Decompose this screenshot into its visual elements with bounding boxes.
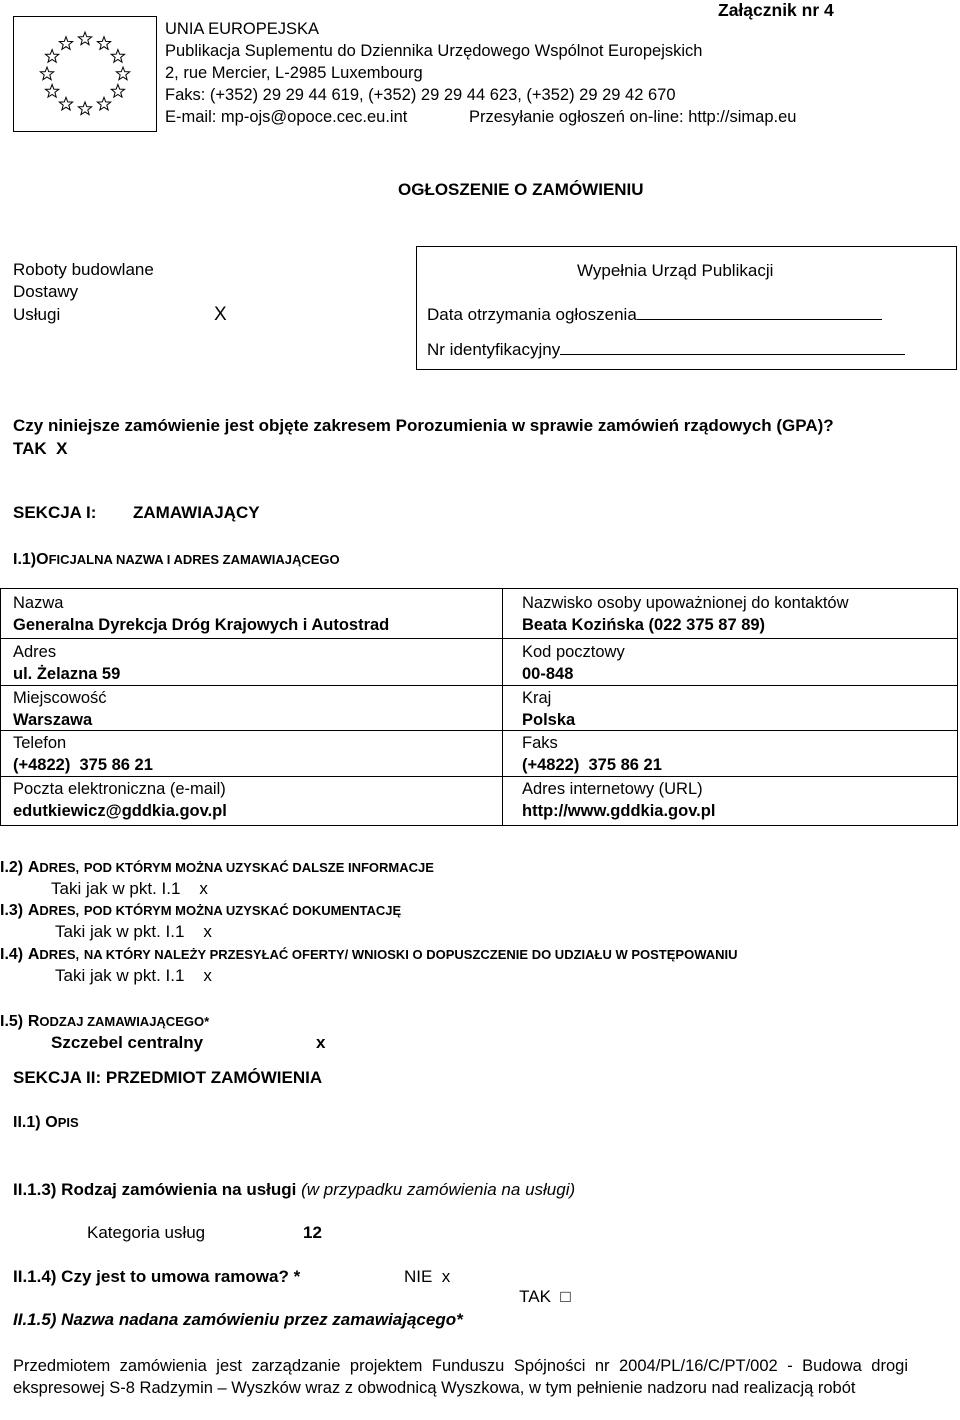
city-cell: Miejscowość Warszawa xyxy=(13,689,107,729)
pub-office-heading: Wypełnia Urząd Publikacji xyxy=(577,261,774,280)
i4-heading: I.4) ADRES, NA KTÓRY NALEŻY PRZESYŁAĆ OFERTY/ WNIOSKI O DOPUSZCZENIE DO UDZIAŁU W POSTĘPOWANIU xyxy=(0,946,738,963)
ii114-question: II.1.4) Czy jest to umowa ramowa? * xyxy=(13,1267,301,1286)
section1-name: ZAMAWIAJĄCY xyxy=(133,503,260,522)
category-label: Kategoria usług xyxy=(87,1223,206,1242)
header-email: E-mail: mp-ojs@opoce.cec.eu.int xyxy=(165,108,408,126)
gpa-answer: TAK X xyxy=(13,439,68,458)
i2-answer: Taki jak w pkt. I.1 x xyxy=(51,879,208,898)
category-value: 12 xyxy=(303,1223,322,1242)
star-icon xyxy=(97,97,110,110)
header-line1: Publikacja Suplementu do Dziennika Urzędowego Wspólnot Europejskich xyxy=(165,42,703,60)
i5-mark: x xyxy=(316,1033,326,1052)
header-line3: Faks: (+352) 29 29 44 619, (+352) 29 29 44 623, (+352) 29 29 42 670 xyxy=(165,86,676,104)
i3-heading: I.3) ADRES, POD KTÓRYM MOŻNA UZYSKAĆ DOKUMENTACJĘ xyxy=(0,902,402,919)
address-cell: Adres ul. Żelazna 59 xyxy=(13,643,121,683)
i4-answer: Taki jak w pkt. I.1 x xyxy=(55,966,212,985)
id-number-line xyxy=(560,338,905,355)
id-number-label: Nr identyfikacyjny xyxy=(427,340,561,359)
contract-type-supplies: Dostawy xyxy=(13,282,79,301)
publication-office-box xyxy=(416,246,957,370)
header-online: Przesyłanie ogłoszeń on-line: http://simap.eu xyxy=(469,108,797,126)
phone-cell: Telefon (+4822) 375 86 21 xyxy=(13,734,153,774)
ii1-heading: II.1) OPIS xyxy=(13,1114,79,1131)
date-received-line xyxy=(637,303,882,320)
date-received-row xyxy=(427,303,882,325)
contact-table xyxy=(0,588,958,826)
eu-logo-box xyxy=(13,16,157,132)
star-icon xyxy=(111,84,124,97)
date-received-label: Data otrzymania ogłoszenia xyxy=(427,305,637,324)
ii114-tak: TAK □ xyxy=(519,1287,571,1306)
contact-person-cell: Nazwisko osoby upoważnionej do kontaktów Beata Kozińska (022 375 87 89) xyxy=(522,594,849,634)
star-icon xyxy=(59,37,72,50)
page-title: OGŁOSZENIE O ZAMÓWIENIU xyxy=(398,180,644,199)
star-icon xyxy=(45,84,58,97)
star-icon xyxy=(116,67,129,80)
postal-code-cell: Kod pocztowy 00-848 xyxy=(522,643,625,683)
header-line2: 2, rue Mercier, L-2985 Luxembourg xyxy=(165,64,423,82)
section1-label: SEKCJA I: xyxy=(13,503,97,522)
contract-description: Przedmiotem zamówienia jest zarządzanie projektem Funduszu Spójności nr 2004/PL/16/C/PT/002 - Budowa drogi ekspresowej S-8 Radzymin – Wyszków wraz z obwodnicą Wyszkowa, w tym pełnienie nadzoru nad realizacją robót xyxy=(13,1357,908,1397)
i1-heading: I.1)OFICJALNA NAZWA I ADRES ZAMAWIAJĄCEGO xyxy=(13,551,340,568)
star-icon xyxy=(40,67,53,80)
ii115-heading: II.1.5) Nazwa nadana zamówieniu przez zamawiającego* xyxy=(13,1310,463,1329)
star-icon xyxy=(78,102,91,115)
ii114-nie: NIE x xyxy=(404,1267,451,1286)
email-cell: Poczta elektroniczna (e-mail) edutkiewicz@gddkia.gov.pl xyxy=(13,780,227,820)
contract-type-mark: X xyxy=(214,304,227,325)
star-icon xyxy=(111,50,124,63)
i2-heading: I.2) ADRES, POD KTÓRYM MOŻNA UZYSKAĆ DALSZE INFORMACJE xyxy=(0,859,434,876)
contract-type-services: Usługi xyxy=(13,305,61,324)
header-org: UNIA EUROPEJSKA xyxy=(165,20,320,38)
star-icon xyxy=(45,50,58,63)
star-icon xyxy=(59,97,72,110)
ii113-heading: II.1.3) Rodzaj zamówienia na usługi (w przypadku zamówienia na usługi) xyxy=(13,1180,576,1199)
section2-heading: SEKCJA II: PRZEDMIOT ZAMÓWIENIA xyxy=(13,1068,323,1087)
i3-answer: Taki jak w pkt. I.1 x xyxy=(55,922,212,941)
contract-type-works: Roboty budowlane xyxy=(13,260,154,279)
url-cell: Adres internetowy (URL) http://www.gddkia.gov.pl xyxy=(522,780,716,820)
name-cell: Nazwa Generalna Dyrekcja Dróg Krajowych i Autostrad xyxy=(13,594,390,634)
eu-stars-icon xyxy=(14,17,156,131)
i5-heading: I.5) RODZAJ ZAMAWIAJĄCEGO* xyxy=(0,1013,210,1030)
annex-label: Załącznik nr 4 xyxy=(718,0,834,20)
star-icon xyxy=(78,32,91,45)
gpa-question: Czy niniejsze zamówienie jest objęte zakresem Porozumienia w sprawie zamówień rządowych (GPA)? xyxy=(13,416,834,435)
checkbox-icon: □ xyxy=(560,1287,571,1306)
i5-answer: Szczebel centralny xyxy=(51,1033,204,1052)
id-number-row xyxy=(427,338,905,360)
star-icon xyxy=(97,37,110,50)
fax-cell: Faks (+4822) 375 86 21 xyxy=(522,734,662,774)
country-cell: Kraj Polska xyxy=(522,689,576,729)
